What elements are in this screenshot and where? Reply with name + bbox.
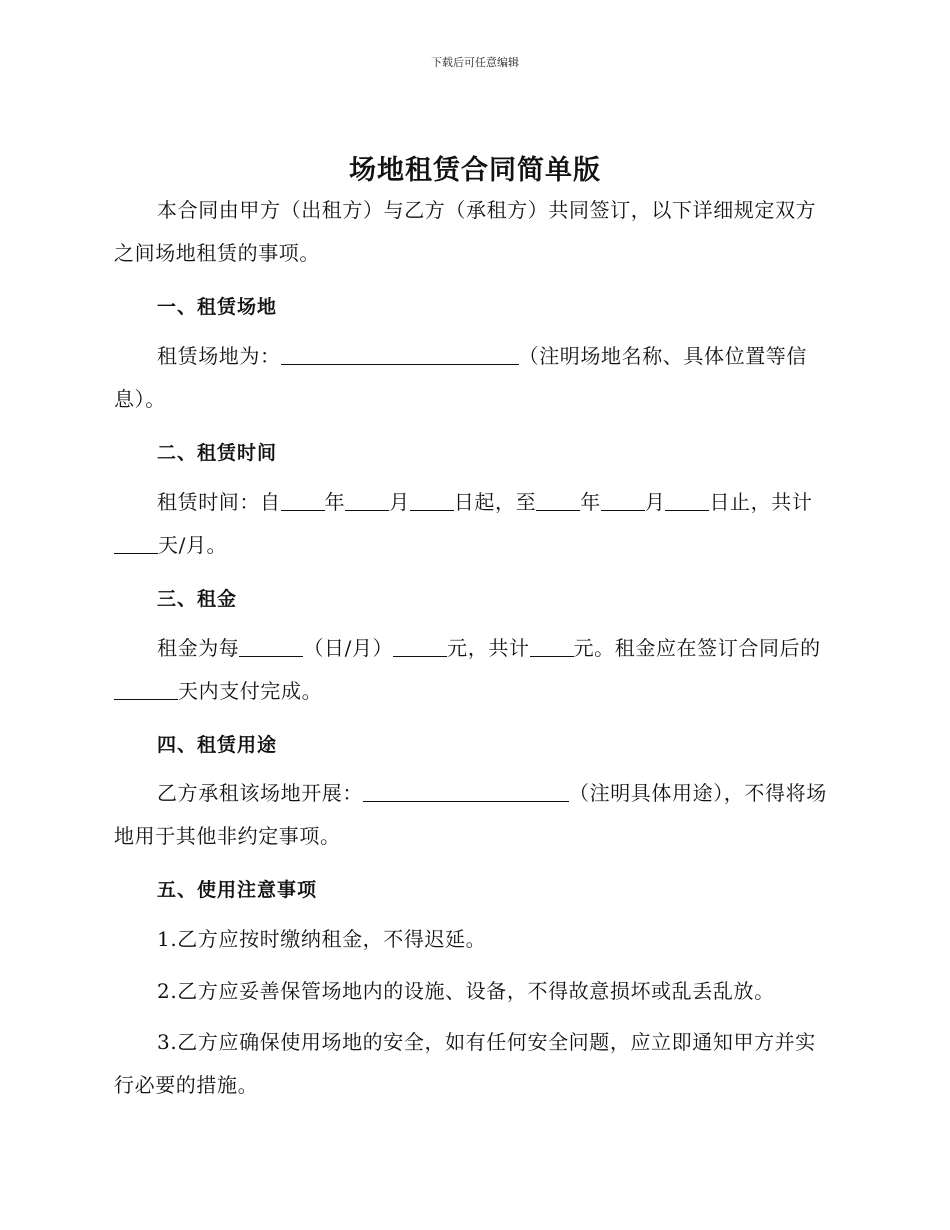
blank-start-day bbox=[410, 490, 454, 511]
section-3-text-d: 元。租金应在签订合同后的 bbox=[573, 636, 821, 660]
section-3-text-b: （日/月） bbox=[303, 636, 394, 660]
blank-rent-amount bbox=[393, 636, 447, 657]
section-1-text-b: （注明场地名称、具体位置等信息）。 bbox=[114, 344, 808, 411]
blank-total-amount bbox=[530, 636, 574, 657]
section-4-text-a: 乙方承租该场地开展： bbox=[157, 781, 363, 805]
section-2-text-g: 日止，共计 bbox=[709, 490, 813, 514]
blank-start-year bbox=[281, 490, 325, 511]
section-1-text-a: 租赁场地为： bbox=[157, 344, 281, 368]
section-3-text-c: 元，共计 bbox=[447, 636, 530, 660]
notice-item-1: 1.乙方应按时缴纳租金，不得迟延。 bbox=[157, 927, 487, 951]
section-2-text-h: 天/月。 bbox=[158, 533, 228, 557]
section-heading-4: 四、租赁用途 bbox=[157, 734, 278, 756]
intro-paragraph: 本合同由甲方（出租方）与乙方（承租方）共同签订，以下详细规定双方之间场地租赁的事项。 bbox=[114, 198, 817, 265]
section-4-paragraph bbox=[114, 772, 830, 858]
document-title: 场地租赁合同简单版 bbox=[349, 155, 601, 186]
section-2-text-e: 年 bbox=[580, 490, 601, 514]
blank-end-year bbox=[536, 490, 580, 511]
section-heading-3: 三、租金 bbox=[157, 588, 238, 610]
section-1-paragraph bbox=[114, 335, 830, 421]
section-heading-1: 一、租赁场地 bbox=[157, 296, 278, 318]
blank-end-day bbox=[665, 490, 709, 511]
section-2-text-d: 日起，至 bbox=[453, 490, 537, 514]
notice-item-2: 2.乙方应妥善保管场地内的设施、设备，不得故意损坏或乱丢乱放。 bbox=[157, 979, 775, 1003]
section-heading-5: 五、使用注意事项 bbox=[157, 879, 318, 901]
section-2-text-c: 月 bbox=[389, 490, 410, 514]
notice-item-3: 3.乙方应确保使用场地的安全，如有任何安全问题，应立即通知甲方并实行必要的措施。 bbox=[114, 1030, 816, 1097]
section-heading-2: 二、租赁时间 bbox=[157, 442, 278, 464]
section-3-text-e: 天内支付完成。 bbox=[178, 679, 323, 703]
section-3-text-a: 租金为每 bbox=[157, 636, 240, 660]
blank-end-month bbox=[601, 490, 645, 511]
section-2-text-a: 租赁时间：自 bbox=[157, 490, 281, 514]
section-3-paragraph bbox=[114, 627, 830, 713]
blank-rent-period bbox=[239, 636, 303, 657]
blank-payment-days bbox=[114, 679, 178, 700]
blank-duration bbox=[114, 533, 158, 554]
blank-usage bbox=[363, 781, 569, 802]
section-2-text-f: 月 bbox=[644, 490, 666, 514]
section-2-text-b: 年 bbox=[324, 490, 346, 514]
section-2-paragraph bbox=[114, 481, 830, 567]
blank-venue bbox=[281, 344, 519, 365]
blank-start-month bbox=[345, 490, 389, 511]
section-4-text-b: （注明具体用途），不得将场地用于其他非约定事项。 bbox=[114, 781, 827, 848]
header-note: 下载后可任意编辑 bbox=[431, 56, 519, 69]
